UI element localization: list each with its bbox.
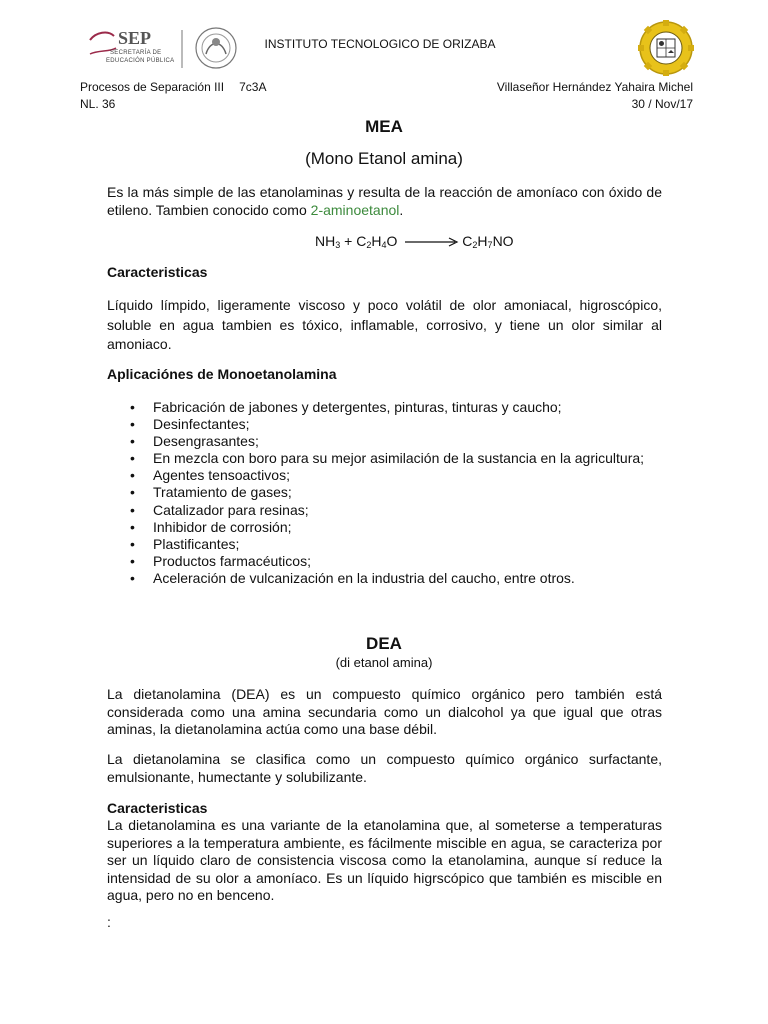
eq-c: C [356,233,367,249]
eq-rhs-c-sub: 2 [472,240,478,250]
list-item [107,536,687,553]
bullet-icon: • [130,569,135,586]
mea-apps-list [107,399,687,587]
mea-title: MEA [365,117,403,136]
app-item-text: Catalizador para resinas; [153,501,309,518]
dea-para2: La dietanolamina se clasifica como un compuesto químico orgánico surfactante, emulsionante, humectante y solubilizante. [107,751,662,785]
mea-char-heading: Caracteristicas [107,264,208,280]
dea-char-text: La dietanolamina es una variante de la etanolamina que, al someterse a temperaturas superiores a la temperatura ambiente, es fácilmente miscible en agua, se caracteriza por ser un líquido claro de consistencia viscosa como la etanolamina, aunque sí reduce la intensidad de su olor a amoníaco. Es un líquido higrscópico que también es miscible en agua, pero no en benceno. [107,817,662,903]
bullet-icon: • [130,450,135,467]
list-item [107,570,687,587]
eq-rhs-c: C [462,233,473,249]
dea-char-heading: Caracteristicas [107,800,208,816]
mea-apps-heading: Aplicaciónes de Monoetanolamina [107,366,337,382]
eq-rhs-no: NO [492,233,514,249]
app-item-text: Aceleración de vulcanización en la industria del caucho, entre otros. [153,569,575,586]
app-item-text: Productos farmacéuticos; [153,552,311,569]
list-item [107,450,687,467]
app-item-text: Inhibidor de corrosión; [153,518,292,535]
list-item [107,553,687,570]
eq-h-sub: 4 [381,240,387,250]
institute-name: INSTITUTO TECNOLOGICO DE ORIZABA [264,37,496,51]
list-item [107,502,687,519]
list-item [107,484,687,501]
bullet-icon: • [130,501,135,518]
mea-intro-line2 [107,201,662,219]
reaction-arrow-icon [405,237,459,247]
app-item-text: Tratamiento de gases; [153,484,292,501]
sep-logo-sub2: EDUCACIÓN PÚBLICA [106,58,175,64]
course-line [80,79,266,95]
eq-c-sub: 2 [366,240,372,250]
dea-title: DEA [366,634,402,653]
ito-logo [638,20,694,76]
app-item-text: Agentes tensoactivos; [153,467,290,484]
bullet-icon: • [130,535,135,552]
bullet-icon: • [130,467,135,484]
eq-plus: + [340,233,357,249]
bullet-icon: • [130,518,135,535]
eq-n-h: NH [315,233,336,249]
student-name: Villaseñor Hernández Yahaira Michel [496,80,693,94]
app-item-text: Desengrasantes; [153,433,259,450]
mea-intro-prefix: etileno. Tambien conocido como [107,202,311,218]
app-item-text: Desinfectantes; [153,416,250,433]
app-item-text: Plastificantes; [153,535,240,552]
sep-logo-title: SEP [118,28,152,48]
app-item-text: En mezcla con boro para su mejor asimilación de la sustancia en la agricultura; [153,450,645,467]
eq-rhs-h-sub: 7 [487,240,493,250]
bullet-icon: • [130,416,135,433]
list-number: NL. 36 [80,97,116,111]
list-item [107,467,687,484]
list-item [107,433,687,450]
eq-o: O [386,233,398,249]
mea-intro [107,183,662,219]
app-item-text: Fabricación de jabones y detergentes, pinturas, tinturas y caucho; [153,399,562,415]
mea-subtitle: (Mono Etanol amina) [305,149,463,168]
bullet-icon: • [130,433,135,450]
reaction-equation [315,233,514,249]
mea-intro-line1: Es la más simple de las etanolaminas y resulta de la reacción de amoníaco con óxido de [107,184,662,200]
trailing-colon: : [107,914,111,930]
course-group: 7c3A [239,80,267,94]
list-item [107,519,687,536]
course-name: Procesos de Separación III [80,80,225,94]
aminoetanol-link[interactable]: 2-aminoetanol [310,202,400,218]
mea-intro-suffix: . [399,202,404,218]
bullet-icon: • [130,484,135,501]
eq-rhs-h: H [477,233,488,249]
mea-char-text: Líquido límpido, ligeramente viscoso y poco volátil de olor amoniacal, higroscópico, soluble en agua tambien es tóxico, inflamable, corrosivo, y tiene un olor similar al amoniaco. [107,297,662,352]
gear-seal-icon [638,20,694,76]
sep-logo-sub1: SECRETARÍA DE [110,50,162,56]
document-date: 30 / Nov/17 [631,97,693,111]
eq-nh-sub: 3 [335,240,341,250]
dea-para1: La dietanolamina (DEA) es un compuesto químico orgánico pero también está considerada como una amina secundaria como un dialcohol ya que igual que otras aminas, la dietanolamina actúa como una base débil. [107,686,662,737]
bullet-icon: • [130,552,135,569]
eq-h: H [371,233,382,249]
dea-subtitle: (di etanol amina) [335,655,433,670]
bullet-icon: • [130,399,135,415]
list-item [107,416,687,433]
list-item [107,399,687,416]
